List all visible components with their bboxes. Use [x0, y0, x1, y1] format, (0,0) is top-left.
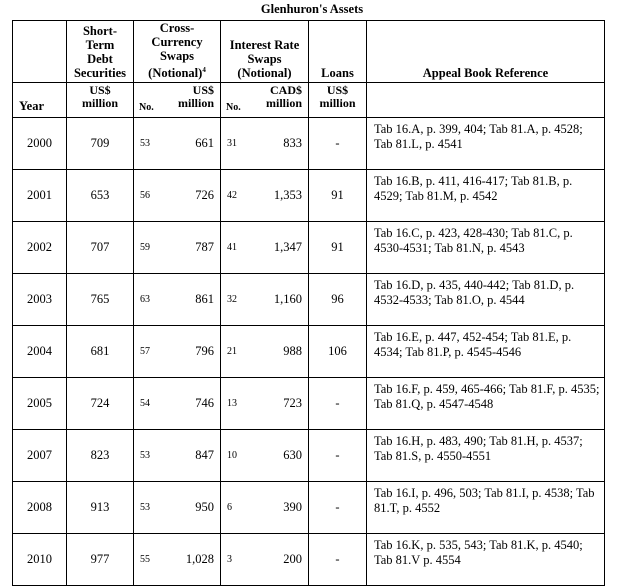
appeal-reference-cell: Tab 16.D, p. 435, 440-442; Tab 81.D, p. 4532-4533; Tab 81.O, p. 4544	[367, 274, 605, 326]
cross-currency-header: Cross- Currency Swaps (Notional)$^4$	[134, 21, 221, 83]
cross-no-cell: 53	[134, 430, 169, 482]
appeal-reference-cell: Tab 16.C, p. 423, 428-430; Tab 81.C, p. 4530-4531; Tab 81.N, p. 4543	[367, 222, 605, 274]
year-cell: 2007	[13, 430, 67, 482]
loans-cell: -	[309, 534, 367, 586]
loans-header: Loans	[309, 21, 367, 83]
appeal-reference-cell: Tab 16.F, p. 459, 465-466; Tab 81.F, p. 4535; Tab 81.Q, p. 4547-4548	[367, 378, 605, 430]
cross-no-cell: 55	[134, 534, 169, 586]
ir-value-cell: 1,160	[251, 274, 309, 326]
cross-value-cell: 950	[169, 482, 221, 534]
ir-unit: CAD$ million	[251, 83, 309, 118]
year-header-spacer	[13, 21, 67, 83]
short-term-cell: 653	[67, 170, 134, 222]
table-row	[13, 170, 605, 222]
table-row	[13, 274, 605, 326]
year-cell: 2005	[13, 378, 67, 430]
loans-cell: 91	[309, 170, 367, 222]
cross-value-cell: 861	[169, 274, 221, 326]
year-cell: 2001	[13, 170, 67, 222]
loans-cell: -	[309, 482, 367, 534]
appeal-reference-cell: Tab 16.E, p. 447, 452-454; Tab 81.E, p. 4534; Tab 81.P, p. 4545-4546	[367, 326, 605, 378]
table-title: Glenhuron's Assets	[260, 2, 364, 16]
cross-value-cell: 796	[169, 326, 221, 378]
short-term-cell: 724	[67, 378, 134, 430]
table-row	[13, 222, 605, 274]
cross-value-cell: 1,028	[169, 534, 221, 586]
table-row	[13, 378, 605, 430]
cross-no-cell: 63	[134, 274, 169, 326]
short-term-unit: US$ million	[67, 83, 134, 118]
ir-value-cell: 1,347	[251, 222, 309, 274]
loans-cell: 91	[309, 222, 367, 274]
ir-no-cell: 10	[221, 430, 251, 482]
loans-cell: -	[309, 118, 367, 170]
short-term-cell: 977	[67, 534, 134, 586]
cross-no-label: No.	[134, 83, 169, 118]
cross-no-cell: 53	[134, 482, 169, 534]
interest-rate-header: Interest Rate Swaps (Notional)	[221, 21, 309, 83]
table-row	[13, 118, 605, 170]
cross-no-cell: 53	[134, 118, 169, 170]
table-row	[13, 430, 605, 482]
loans-cell: 96	[309, 274, 367, 326]
table-row	[13, 326, 605, 378]
ir-value-cell: 1,353	[251, 170, 309, 222]
cross-no-cell: 54	[134, 378, 169, 430]
ir-no-cell: 41	[221, 222, 251, 274]
ir-value-cell: 200	[251, 534, 309, 586]
cross-value-cell: 787	[169, 222, 221, 274]
loans-cell: -	[309, 430, 367, 482]
ir-value-cell: 833	[251, 118, 309, 170]
short-term-cell: 707	[67, 222, 134, 274]
table-row	[13, 534, 605, 586]
appeal-reference-cell: Tab 16.B, p. 411, 416-417; Tab 81.B, p. 4529; Tab 81.M, p. 4542	[367, 170, 605, 222]
cross-unit: US$ million	[169, 83, 221, 118]
year-cell: 2002	[13, 222, 67, 274]
appeal-unit-spacer	[367, 83, 605, 118]
cross-no-cell: 57	[134, 326, 169, 378]
ir-no-cell: 6	[221, 482, 251, 534]
year-cell: 2010	[13, 534, 67, 586]
short-term-cell: 765	[67, 274, 134, 326]
assets-table	[12, 20, 605, 586]
loans-cell: -	[309, 378, 367, 430]
appeal-reference-cell: Tab 16.I, p. 496, 503; Tab 81.I, p. 4538; Tab 81.T, p. 4552	[367, 482, 605, 534]
appeal-reference-cell: Tab 16.H, p. 483, 490; Tab 81.H, p. 4537; Tab 81.S, p. 4550-4551	[367, 430, 605, 482]
cross-value-cell: 847	[169, 430, 221, 482]
ir-no-cell: 21	[221, 326, 251, 378]
cross-no-cell: 59	[134, 222, 169, 274]
ir-value-cell: 723	[251, 378, 309, 430]
ir-no-cell: 42	[221, 170, 251, 222]
appeal-reference-cell: Tab 16.A, p. 399, 404; Tab 81.A, p. 4528; Tab 81.L, p. 4541	[367, 118, 605, 170]
year-cell: 2003	[13, 274, 67, 326]
short-term-cell: 681	[67, 326, 134, 378]
year-header: Year	[13, 83, 67, 118]
ir-no-cell: 13	[221, 378, 251, 430]
ir-no-cell: 32	[221, 274, 251, 326]
ir-no-cell: 3	[221, 534, 251, 586]
ir-value-cell: 988	[251, 326, 309, 378]
cross-value-cell: 726	[169, 170, 221, 222]
ir-value-cell: 390	[251, 482, 309, 534]
table-body	[13, 118, 605, 586]
ir-no-label: No.	[221, 83, 251, 118]
short-term-header: Short- Term Debt Securities	[67, 21, 134, 83]
year-cell: 2000	[13, 118, 67, 170]
footnote-marker: 4	[202, 66, 206, 74]
cross-value-cell: 746	[169, 378, 221, 430]
cross-value-cell: 661	[169, 118, 221, 170]
appeal-header: Appeal Book Reference	[367, 21, 605, 83]
short-term-cell: 709	[67, 118, 134, 170]
table-row	[13, 482, 605, 534]
appeal-reference-cell: Tab 16.K, p. 535, 543; Tab 81.K, p. 4540; Tab 81.V p. 4554	[367, 534, 605, 586]
short-term-cell: 823	[67, 430, 134, 482]
loans-cell: 106	[309, 326, 367, 378]
ir-value-cell: 630	[251, 430, 309, 482]
year-cell: 2004	[13, 326, 67, 378]
ir-no-cell: 31	[221, 118, 251, 170]
year-cell: 2008	[13, 482, 67, 534]
loans-unit: US$ million	[309, 83, 367, 118]
cross-no-cell: 56	[134, 170, 169, 222]
short-term-cell: 913	[67, 482, 134, 534]
